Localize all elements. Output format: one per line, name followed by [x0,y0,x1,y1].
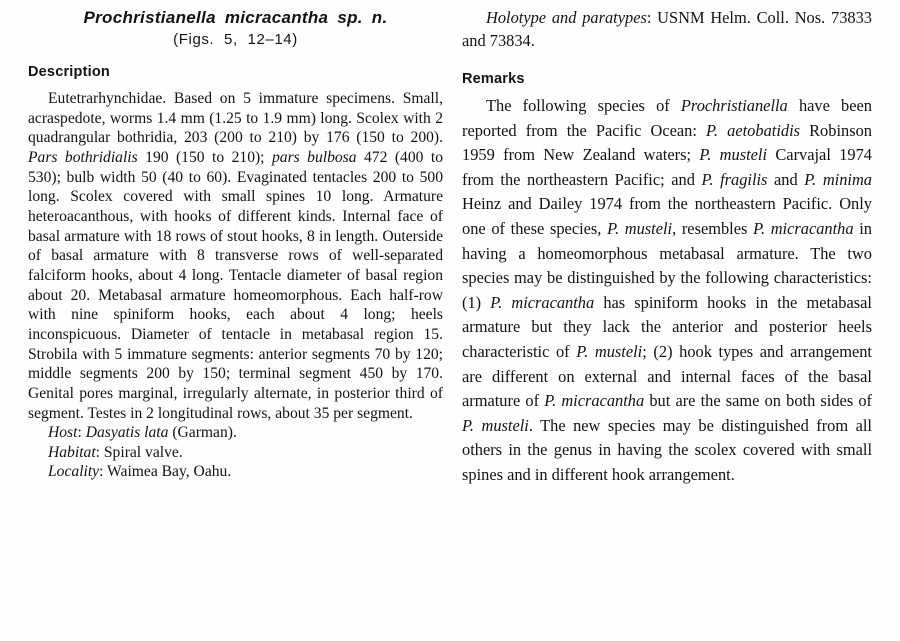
description-paragraph: Eutetrarhynchidae. Based on 5 immature specimens. Small, acraspedote, worms 1.4 mm (1.25 to 1.9 mm) long. Scolex with 2 quadrangular bothridia, 203 (200 to 210) by 176 (150 to 200). Pars bothridialis 190 (150 to 210); pars bulbosa 472 (400 to 530); bulb width 50 (40 to 60). Evaginated tentacles 200 to 500 long. Scolex covered with small spines 10 long. Armature heteroacanthous, with hooks of different kinds. Internal face of basal armature with 18 rows of stout hooks, 8 in length. Outerside of basal armature with 8 transverse rows of well-separated falciform hooks, about 4 long. Tentacle diameter of basal region about 20. Metabasal armature homeomorphous. Each half-row with nine spiniform hooks, each about 4 long; heels inconspicuous. Diameter of tentacle in metabasal region 15. Strobila with 5 immature segments: anterior segments 70 by 120; middle segments 200 by 150; terminal segment 450 by 170. Genital pores marginal, irregularly alternate, in posterior third of segment. Testes in 2 longitudinal rows, about 35 per segment. [28,90,443,422]
figures-reference: (Figs. 5, 12–14) [173,31,298,48]
left-column [28,6,443,641]
remarks-paragraph: The following species of Prochristianella have been reported from the Pacific Ocean: P. aetobatidis Robinson 1959 from New Zealand waters; P. musteli Carvajal 1974 from the northeastern Pacific; and P. fragilis and P. minima Heinz and Dailey 1974 from the northeastern Pacific. Only one of these species, P. musteli, resembles P. micracantha in having a homeomorphous metabasal armature. The two species may be distinguished by the following characteristics: (1) P. micracantha has spiniform hooks in the metabasal armature but they lack the anterior and posterior heels characteristic of P. musteli; (2) hook types and arrangement are different on external and internal faces of the basal armature of P. micracantha but are the same on both sides of P. musteli. The new species may be distinguished from all others in the genus in having the scolex covered with small spines and in different hook arrangement. [462,96,873,484]
right-column [462,6,872,641]
habitat-line: Habitat: Spiral valve. [48,443,183,461]
remarks-heading: Remarks [462,71,525,87]
host-line: Host: Dasyatis lata (Garman). [48,424,237,442]
description-heading: Description [28,64,110,80]
species-title: Prochristianella micracantha sp. n. [83,8,388,27]
holotype-paragraph: Holotype and paratypes: USNM Helm. Coll. Nos. 73833 and 73834. [462,8,872,50]
locality-line: Locality: Waimea Bay, Oahu. [48,463,232,481]
